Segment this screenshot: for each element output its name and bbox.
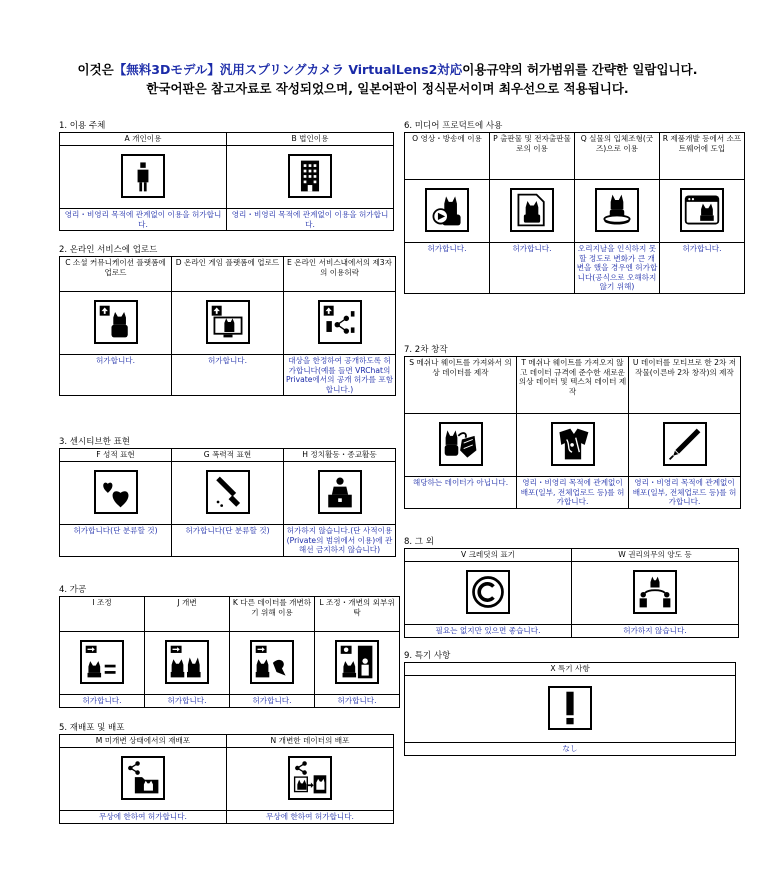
license-table [404,132,745,294]
item-label: G 폭력적 표현 [172,449,284,462]
publication-icon [510,188,554,232]
section-title: 3. 센시티브한 표현 [59,437,130,447]
upload-monitor-icon [206,300,250,344]
license-table [404,548,739,638]
building-icon [288,154,332,198]
item-label: I 조정 [60,597,145,632]
item-pictogram-cell [145,632,230,695]
item-result: 허가합니다. [145,695,230,708]
item-label: R 제품개발 등에서 소프트웨어에 도입 [660,133,745,180]
item-result: 영리・비영리 목적에 관계없이 이용을 허가합니다. [227,209,394,231]
section-derivative-works [404,344,737,509]
podium-icon [318,470,362,514]
item-label: V 크레딧의 표기 [405,549,572,562]
section-title: 9. 특기 사항 [404,651,451,661]
knife-icon [206,470,250,514]
item-result: 허가합니다. [315,695,400,708]
section-title: 6. 미디어 프로덕트에 사용 [404,121,503,131]
item-result: 허가합니다. [172,355,284,396]
item-pictogram-cell [172,292,284,355]
item-pictogram-cell [60,632,145,695]
redistribute-icon [121,756,165,800]
share-people-icon [318,300,362,344]
item-pictogram-cell [405,562,572,625]
section-title: 7. 2차 창작 [404,345,448,355]
section-sensitive-expression [59,436,393,557]
item-result: 허가하지 않습니다.(단 사적이용(Private의 범위에서 이용)에 관해선 금지하지 않습니다) [284,525,396,557]
exclamation-icon [548,686,592,730]
item-result: 허가합니다. [60,695,145,708]
item-label: F 성적 표현 [60,449,172,462]
item-pictogram-cell [315,632,400,695]
item-label: B 법인이용 [227,133,394,146]
item-pictogram-cell [572,562,739,625]
section-title: 8. 그 외 [404,537,434,547]
video-icon [425,188,469,232]
outsource-icon [335,640,379,684]
item-pictogram-cell [660,180,745,243]
page-header [0,60,775,98]
item-label: E 온라인 서비스내에서의 제3자의 이용허락 [284,257,396,292]
pen-icon [663,422,707,466]
item-result: 허가하지 않습니다. [572,625,739,638]
item-pictogram-cell [284,462,396,525]
other-data-icon [250,640,294,684]
license-table [59,596,400,708]
item-pictogram-cell [405,180,490,243]
item-label: P 출판물 및 전자출판물로의 이용 [490,133,575,180]
section-title: 2. 온라인 서비스에 업로드 [59,245,158,255]
copyright-icon [466,570,510,614]
item-pictogram-cell [227,748,394,811]
item-pictogram-cell [230,632,315,695]
item-label: D 온라인 게임 플랫폼에 업로드 [172,257,284,292]
section-title: 5. 재배포 및 배포 [59,723,125,733]
item-result: 영리・비영리 목적에 관계없이 배포(일부, 전체업로드 등)를 허가합니다. [629,477,741,509]
item-result: 무상에 한하여 허가합니다. [227,811,394,824]
license-table [59,132,394,231]
license-table [404,356,741,509]
item-label: O 영상・방송에 이용 [405,133,490,180]
item-pictogram-cell [405,414,517,477]
new-clothes-icon [551,422,595,466]
item-result: 영리・비영리 목적에 관계없이 배포(일부, 전체업로드 등)를 허가합니다. [517,477,629,509]
item-result: 허가합니다(단 분류할 것) [172,525,284,557]
section-redistribution [59,722,387,824]
item-result: 허가합니다. [230,695,315,708]
item-pictogram-cell [490,180,575,243]
item-result: なし [405,743,736,756]
adjust-icon [80,640,124,684]
section-title: 4. 가공 [59,585,87,595]
transfer-icon [633,570,677,614]
item-result: 영리・비영리 목적에 관계없이 이용을 허가합니다. [60,209,227,231]
item-result: 허가합니다. [60,355,172,396]
item-pictogram-cell [629,414,741,477]
item-result: 대상을 한정하여 공개하도록 허가합니다(예를 들면 VRChat의 Private에서의 공개 허가를 포함합니다.) [284,355,396,396]
person-icon [121,154,165,198]
item-label: W 권리의무의 양도 등 [572,549,739,562]
section-other [404,536,732,638]
upload-avatar-icon [94,300,138,344]
section-usage-subject [59,120,387,231]
item-pictogram-cell [60,748,227,811]
license-table [59,448,396,557]
item-label: X 특기 사항 [405,663,736,676]
item-label: Q 실물의 입체조형(굿즈)으로 이용 [575,133,660,180]
header-line-1: 이것은【無料3Dモデル】汎用スプリングカメラ VirtualLens2対応이용규약의 허가범위를 간략한 일람입니다. [77,62,698,77]
section-title: 1. 이용 주체 [59,121,106,131]
item-label: S 메쉬나 웨이트를 가져와서 의상 데이터를 제작 [405,357,517,414]
hearts-icon [94,470,138,514]
section-media-products [404,120,742,294]
item-label: K 다른 데이터를 개변하기 위해 이용 [230,597,315,632]
figure-icon [595,188,639,232]
item-pictogram-cell [227,146,394,209]
item-result: 허가합니다. [405,243,490,294]
header-line-2: 한국어판은 참고자료로 작성되었으며, 일본어판이 정식문서이며 최우선으로 적용됩니다. [146,81,629,96]
item-label: A 개인이용 [60,133,227,146]
item-pictogram-cell [172,462,284,525]
item-label: H 정치활동・종교활동 [284,449,396,462]
modify-icon [165,640,209,684]
distribute-modified-icon [288,756,332,800]
item-result: 오리지날을 인식하지 못할 정도로 변화가 큰 개변을 했을 경우엔 허가합니다(공식으로 오해하지 않기 위해) [575,243,660,294]
section-processing [59,584,395,708]
item-result: 필요는 없지만 있으면 좋습니다. [405,625,572,638]
item-label: M 미개변 상태에서의 재배포 [60,735,227,748]
mesh-clothes-icon [439,422,483,466]
license-table [404,662,736,756]
item-pictogram-cell [575,180,660,243]
item-pictogram-cell [517,414,629,477]
item-result: 허가합니다(단 분류할 것) [60,525,172,557]
item-pictogram-cell [60,292,172,355]
product-name: 【無料3Dモデル】汎用スプリングカメラ VirtualLens2対応 [113,62,463,77]
item-pictogram-cell [60,462,172,525]
license-table [59,256,396,396]
item-label: L 조정・개변의 외부위탁 [315,597,400,632]
item-result: 허가합니다. [490,243,575,294]
item-pictogram-cell [60,146,227,209]
item-label: N 개변한 데이터의 배포 [227,735,394,748]
section-special-notes [404,650,732,756]
section-online-upload [59,244,394,396]
license-table [59,734,394,824]
item-result: 해당하는 데이터가 아닙니다. [405,477,517,509]
item-result: 허가합니다. [660,243,745,294]
software-icon [680,188,724,232]
item-result: 무상에 한하여 허가합니다. [60,811,227,824]
item-label: U 데이터를 모티브로 한 2차 저작물(이른바 2차 창작)의 제작 [629,357,741,414]
item-label: C 소셜 커뮤니케이션 플랫폼에 업로드 [60,257,172,292]
item-pictogram-cell [284,292,396,355]
item-pictogram-cell [405,676,736,743]
item-label: J 개변 [145,597,230,632]
item-label: T 메쉬나 웨이트를 가져오지 않고 데이터 규격에 준수한 새로운 의상 데이터 및 텍스처 데이터 제작 [517,357,629,414]
